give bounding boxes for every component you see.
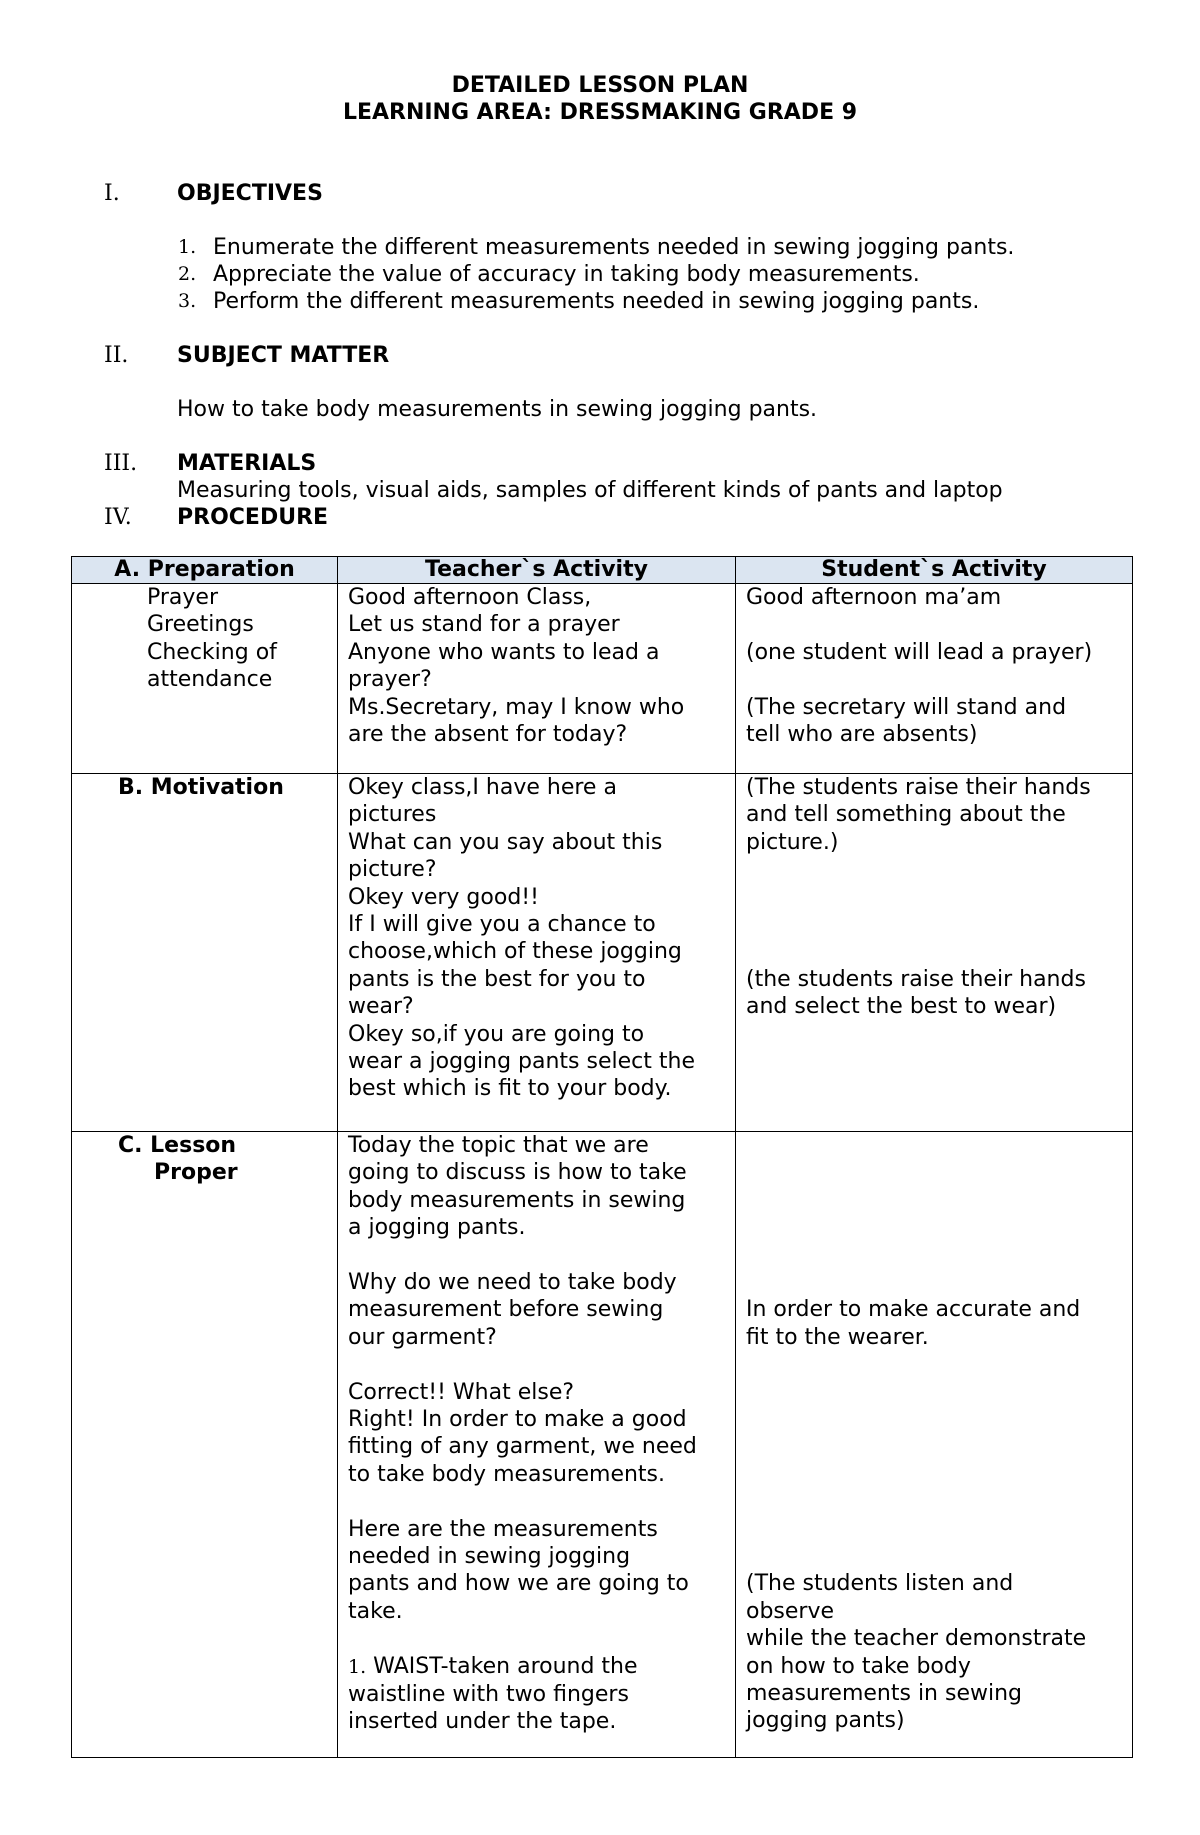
section-number: III. <box>104 451 138 476</box>
materials-text: Measuring tools, visual aids, samples of different kinds of pants and laptop <box>177 478 1003 503</box>
motivation-label-cell: B. Motivation <box>72 774 338 1132</box>
table-row-lesson-proper <box>72 1132 1133 1758</box>
section-number: II. <box>104 343 129 368</box>
section-title: SUBJECT MATTER <box>177 343 390 368</box>
teacher-activity-cell: Today the topic that we are going to discuss is how to take body measurements in sewing a jogging pants. Why do we need to take body measurement before sewing our garment? Correct!! What else? Right! In order to make a good fitting of any garment, we need to take body measurements. Here are the measurements needed in sewing jogging pants and how we are going to take. 1. WAIST-taken around the waistline with two fingers inserted under the tape. <box>338 1132 736 1758</box>
measurement-item: 1. WAIST-taken around the <box>348 1653 638 1679</box>
procedure-table <box>71 556 1133 1758</box>
teacher-activity-cell: Okey class,I have here a pictures What can you say about this picture? Okey very good!! If I will give you a chance to choose,which of these jogging pants is the best for you to wear? Okey so,if you are going to wear a jogging pants select the best which is fit to your body. <box>338 774 736 1132</box>
doc-subtitle: LEARNING AREA: DRESSMAKING GRADE 9 <box>342 100 858 125</box>
table-row-preparation <box>72 584 1133 774</box>
student-activity-cell: (The students raise their hands and tell something about the picture.) (the students raise their hands and select the best to wear) <box>736 774 1133 1132</box>
table-header-row <box>72 557 1133 584</box>
table-row-motivation <box>72 774 1133 1132</box>
header-student-activity: Student`s Activity <box>736 557 1133 584</box>
section-number: I. <box>104 181 120 206</box>
section-number: IV. <box>104 505 132 530</box>
student-activity-cell: Good afternoon ma’am (one student will lead a prayer) (The secretary will stand and tell who are absents) <box>736 584 1133 774</box>
section-title: MATERIALS <box>177 451 317 476</box>
lesson-plan-page: DETAILED LESSON PLAN LEARNING AREA: DRESSMAKING GRADE 9 I. OBJECTIVES 1. Enumerate the different measurements needed in sewing jogging pants. 2. Appreciate the value of accuracy in taking body measurements. 3. Perform the different measurements needed in sewing jogging pants. II. SUBJECT MATTER How to take body measurements in sewing jogging pants. III. MATERIALS Measuring tools, visual aids, samples of different kinds of pants and laptop IV. PROCEDURE A. Preparation Teacher`s Activity Student`s Activity Prayer Greetings Checking of attendance Good afternoon Class, Let us stand for a prayer Anyone who wants to lead a prayer? Ms.Secretary, may I know who are the absent for today? Good afternoon ma’am (one student will lead a prayer) (The secretary will stand and tell who are absents) B. Motivation Okey class,I have here a pictures What can you say about this picture? Okey very good!! If I will give you a chance to choose,which of these jogging pants is the best for you to wear? Okey so,if you are going to wear a jogging pants select the best which is fit to your body. (The students raise their hands and tell something about the picture.) (the students raise their hands and select the best to wear) C. Lesson Proper Today the topic that we are going to discuss is how to take body measurements in sewing a jogging pants. Why do we need to take body measurement before sewing our garment? Correct!! What else? Right! In order to make a good fitting of any garment, we need to take body measurements. Here are the measurements needed in sewing jogging pants and how we are going to take. 1. WAIST-taken around the waistline with two fingers inserted under the tape. In order to make accurate and fit to the wearer. (The students listen and observe while the teacher demonstrate on how to take body measurements in sewing jogging pants) <box>0 0 1200 1835</box>
header-teacher-activity: Teacher`s Activity <box>338 557 736 584</box>
doc-title: DETAILED LESSON PLAN <box>451 73 749 98</box>
preparation-label-cell: Prayer Greetings Checking of attendance <box>72 584 338 774</box>
teacher-activity-cell: Good afternoon Class, Let us stand for a prayer Anyone who wants to lead a prayer? Ms.Secretary, may I know who are the absent for today? <box>338 584 736 774</box>
section-title: PROCEDURE <box>177 505 329 530</box>
student-activity-cell: In order to make accurate and fit to the wearer. (The students listen and observe while the teacher demonstrate on how to take body measurements in sewing jogging pants) <box>736 1132 1133 1758</box>
section-title: OBJECTIVES <box>177 181 323 206</box>
header-preparation: A. Preparation <box>72 557 338 584</box>
subject-matter-text: How to take body measurements in sewing jogging pants. <box>177 397 818 422</box>
lesson-proper-label-cell: C. Lesson Proper <box>72 1132 338 1758</box>
